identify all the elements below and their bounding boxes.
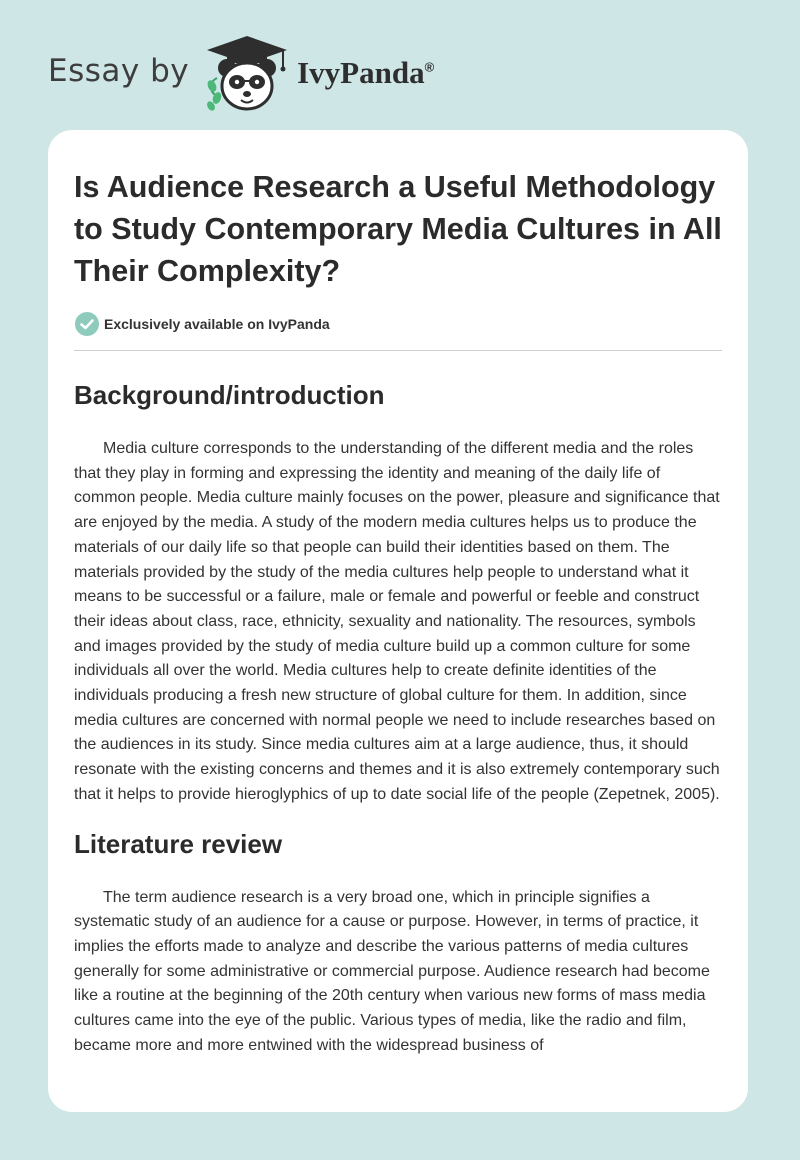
brand-name-text: IvyPanda bbox=[297, 55, 425, 90]
section-heading-background: Background/introduction bbox=[74, 380, 385, 410]
essay-title: Is Audience Research a Useful Methodology to Study Contemporary Media Cultures in All Their Complexity? bbox=[74, 170, 722, 288]
section-paragraph-literature: The term audience research is a very broad one, which in principle signifies a systematic study of an audience for a cause or purpose. However, in terms of practice, it implies the efforts made to analyze and describe the various patterns of media cultures generally for some administrative or commercial purpose. Audience research had become like a routine at the beginning of the 20th century when various new forms of mass media cultures came into the eye of the public. Various types of media, like the radio and film, became more and more entwined with the widespread business of bbox=[74, 888, 710, 1054]
section-paragraph-background: Media culture corresponds to the understanding of the different media and the roles that they play in forming and expressing the identity and meaning of the daily life of common people. Media culture mainly focuses on the power, pleasure and significance that are enjoyed by the media. A study of the modern media cultures helps us to produce the materials of our daily life so that people can build their identities based on them. The materials provided by the study of the media cultures help people to understand what it means to be successful or a failure, male or female and powerful or feeble and construct their ideas about class, race, ethnicity, sexuality and nationality. The resources, symbols and images provided by the study of media culture build up a common culture for some individuals all over the world. Media cultures help to create definite identities of the individuals producing a fresh new structure of global culture for them. In addition, since media cultures are concerned with normal people we need to include researches based on the audiences in its study. Since media cultures aim at a large audience, thus, it should resonate with the existing concerns and themes and it is also extremely contemporary such that it helps to provide hieroglyphics of up to date social life of the people (Zepetnek, 2005). bbox=[74, 440, 720, 803]
site-header bbox=[48, 34, 434, 114]
exclusive-badge bbox=[74, 311, 722, 337]
essay-card bbox=[48, 130, 748, 1112]
brand-prefix: Essay by bbox=[48, 53, 190, 89]
panda-logo-icon[interactable] bbox=[203, 34, 291, 114]
exclusive-badge-text: Exclusively available on IvyPanda bbox=[104, 316, 330, 332]
section-heading-literature: Literature review bbox=[74, 828, 283, 859]
brand-name[interactable] bbox=[297, 55, 434, 91]
divider bbox=[74, 350, 722, 351]
check-circle-icon bbox=[74, 311, 100, 337]
registered-mark: ® bbox=[424, 59, 435, 75]
